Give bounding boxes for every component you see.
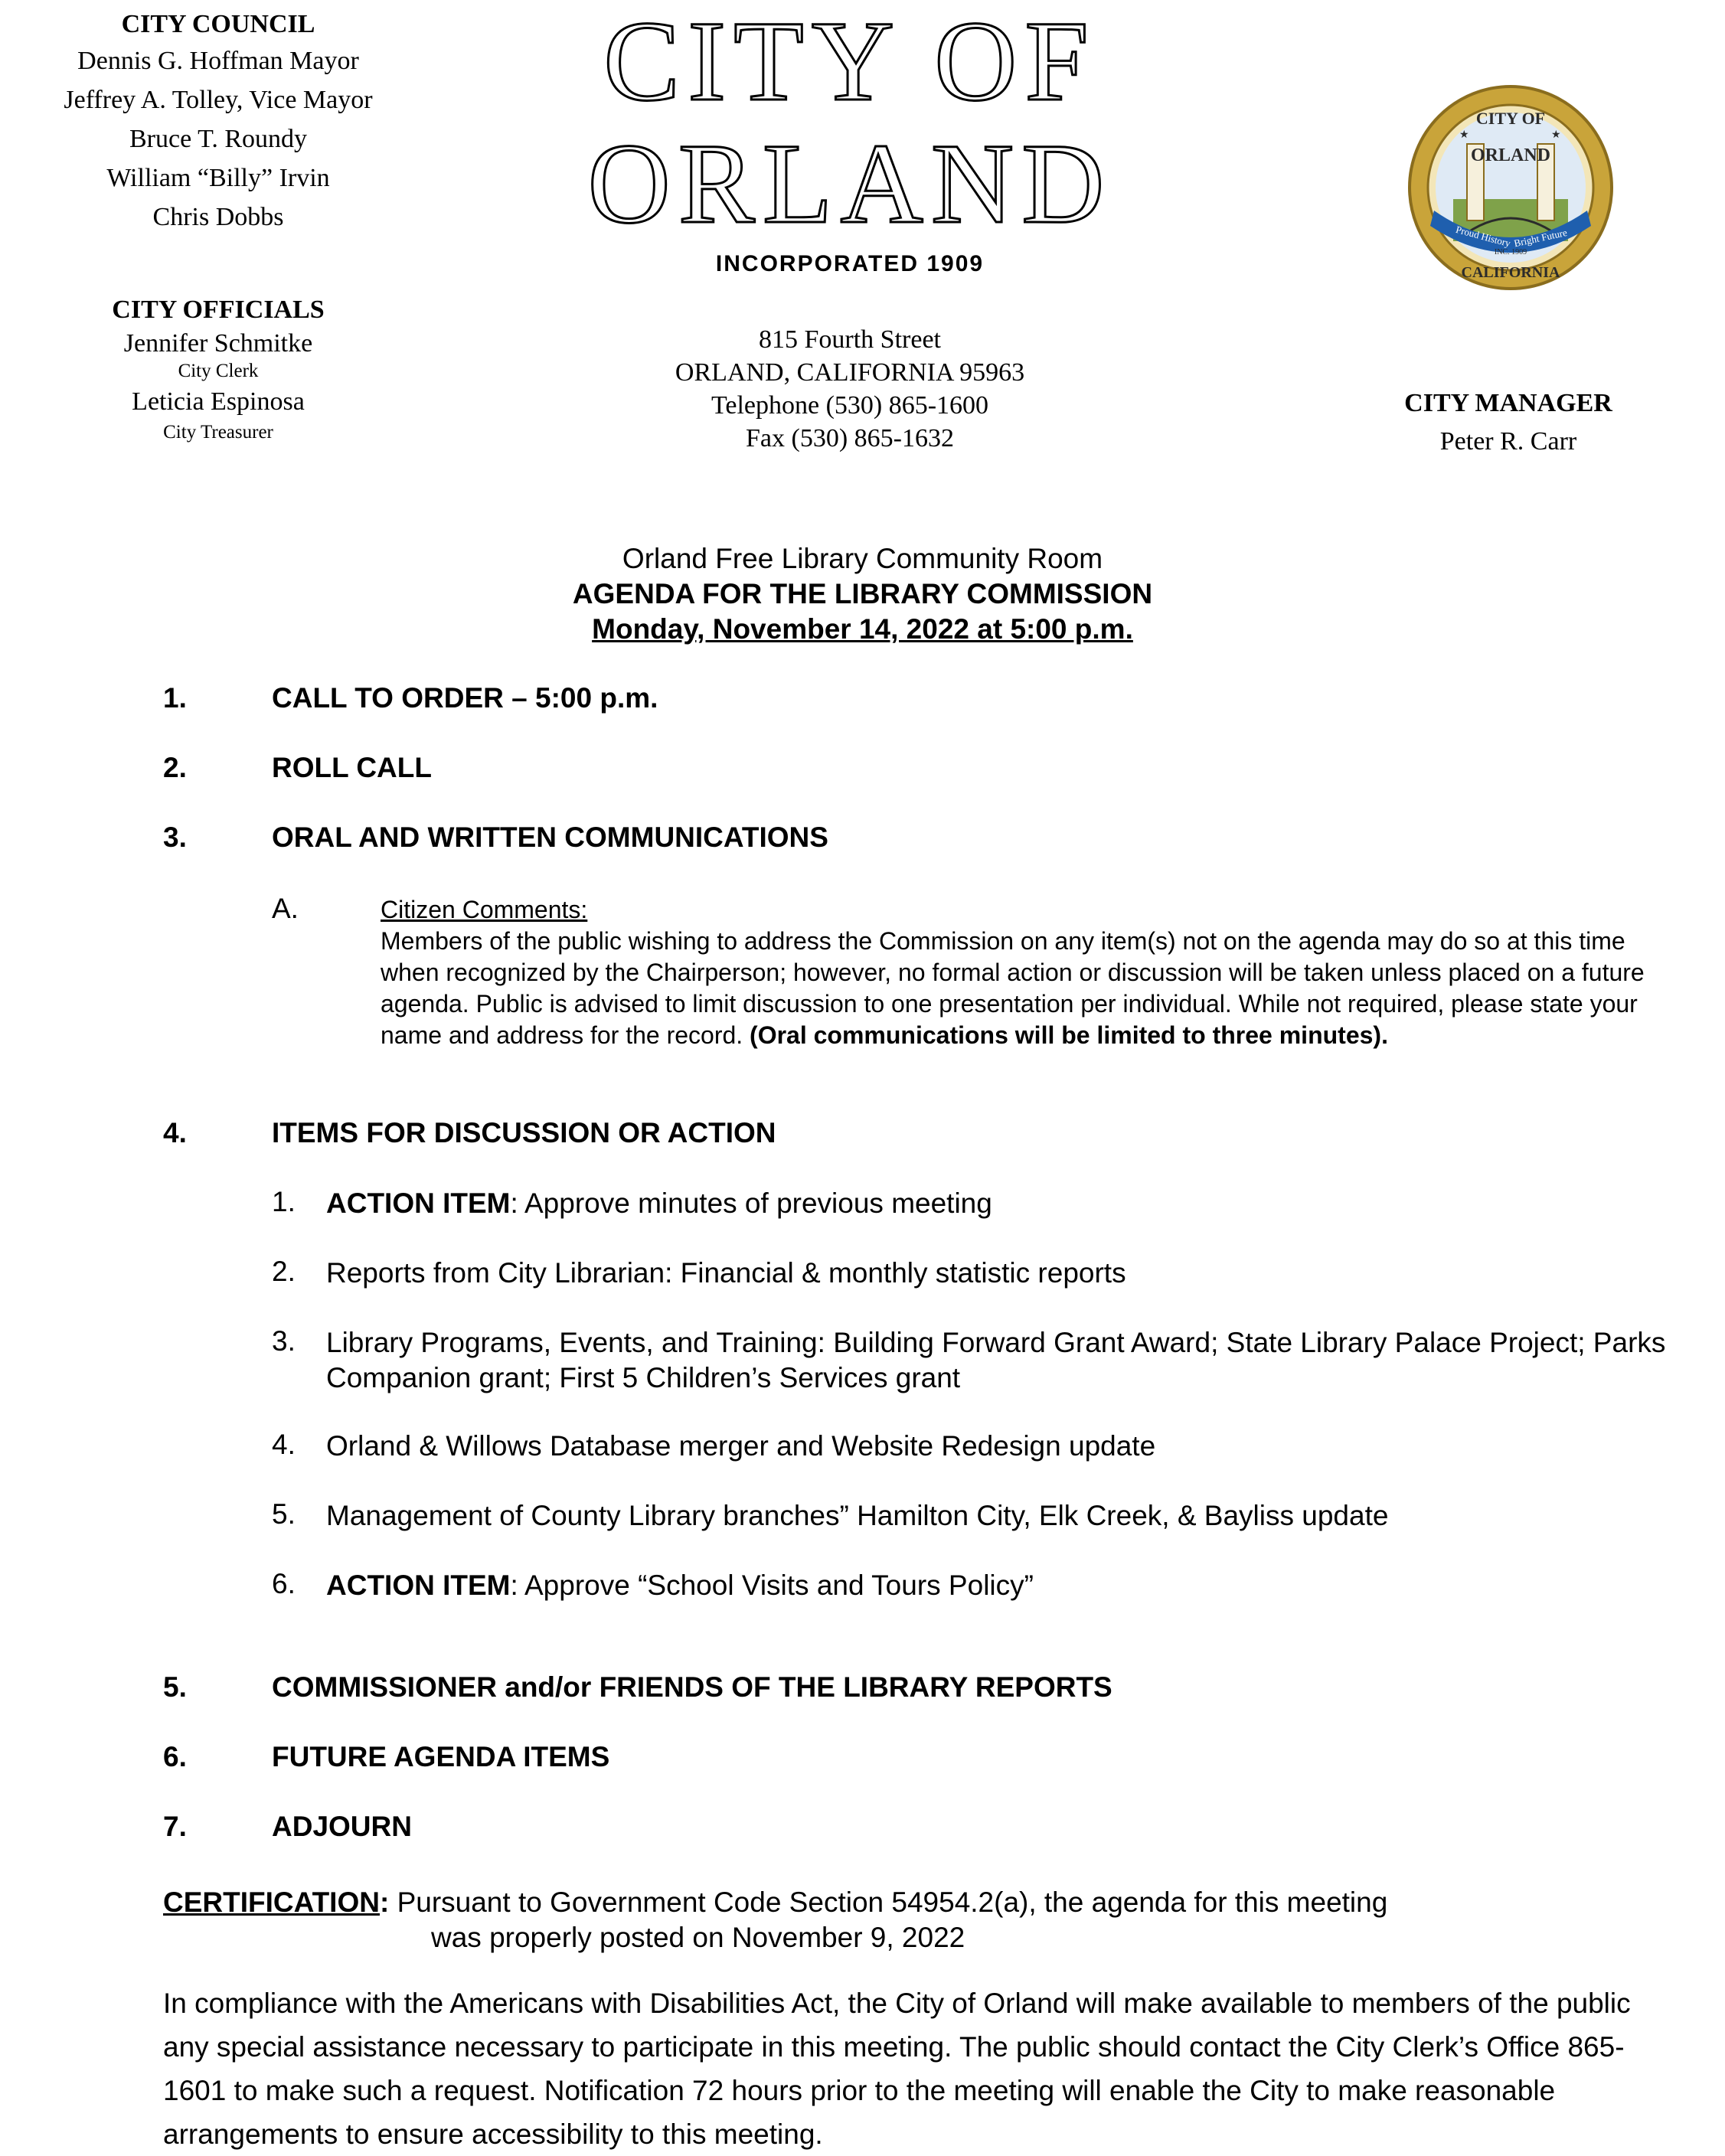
city-address xyxy=(459,323,1240,455)
item-oral-written: ORAL AND WRITTEN COMMUNICATIONS xyxy=(272,822,828,853)
item-number: 4. xyxy=(163,1117,187,1148)
citizen-comments-limit: (Oral communications will be limited to three minutes). xyxy=(750,1021,1388,1049)
certification-line1: Pursuant to Government Code Section 54954.2(a), the agenda for this meeting xyxy=(389,1886,1388,1918)
item-adjourn: ADJOURN xyxy=(272,1811,412,1842)
seal-inc: INC. 1909 xyxy=(1494,248,1527,256)
item-discussion-action: ITEMS FOR DISCUSSION OR ACTION xyxy=(272,1117,776,1148)
action-item-label: ACTION ITEM xyxy=(326,1570,511,1601)
item-number: 2. xyxy=(163,752,187,783)
sub-item: Management of County Library branches” Hamilton City, Elk Creek, & Bayliss update xyxy=(326,1500,1389,1531)
item-number: 6. xyxy=(163,1741,187,1772)
citizen-comments-title: Citizen Comments: xyxy=(381,896,588,923)
item-number: 1. xyxy=(163,682,187,714)
item-number: 5. xyxy=(163,1671,187,1703)
sub-item-number: 6. xyxy=(272,1568,296,1599)
sub-item-number: 5. xyxy=(272,1498,296,1530)
address-fax: Fax (530) 865-1632 xyxy=(746,424,954,452)
treasurer-name: Leticia Espinosa xyxy=(132,387,305,416)
council-member: William “Billy” Irvin xyxy=(106,164,330,192)
sub-item: ACTION ITEM: Approve minutes of previous meeting xyxy=(326,1187,992,1219)
manager-name: Peter R. Carr xyxy=(1439,427,1577,456)
sub-item-number: 3. xyxy=(272,1325,296,1357)
incorporated-text: INCORPORATED 1909 xyxy=(715,251,985,276)
council-member: Jeffrey A. Tolley, Vice Mayor xyxy=(64,86,373,114)
council-heading: CITY COUNCIL xyxy=(121,10,315,38)
council-member: Bruce T. Roundy xyxy=(129,125,307,153)
certification: CERTIFICATION: Pursuant to Government Code Section 54954.2(a), the agenda for this meeting was properly posted on November 9, 2022 xyxy=(163,1885,1618,1955)
agenda-header xyxy=(0,541,1725,647)
council-member: Chris Dobbs xyxy=(152,203,284,231)
meeting-location: Orland Free Library Community Room xyxy=(622,543,1103,574)
seal-top-text: CITY OF xyxy=(1475,109,1546,128)
sub-item-number: 2. xyxy=(272,1256,296,1287)
sub-item: Orland & Willows Database merger and Website Redesign update xyxy=(326,1430,1156,1462)
item-commissioner-reports: COMMISSIONER and/or FRIENDS OF THE LIBRARY REPORTS xyxy=(272,1671,1112,1703)
certification-label: CERTIFICATION xyxy=(163,1886,380,1918)
city-manager-block xyxy=(1363,387,1654,463)
officials-heading: CITY OFFICIALS xyxy=(112,296,325,324)
treasurer-role: City Treasurer xyxy=(163,422,273,443)
sub-item: Library Programs, Events, and Training: Building Forward Grant Award; State Library Palace Project; Parks Companion grant; First 5 Children’s Services grant xyxy=(326,1327,1666,1393)
certification-line2: was properly posted on November 9, 2022 xyxy=(431,1922,965,1953)
manager-heading: CITY MANAGER xyxy=(1404,389,1612,417)
ada-notice: In compliance with the Americans with Disabilities Act, the City of Orland will make available to members of the public any special assistance necessary to participate in this meeting. The public should contact the City Clerk’s Office 865-1601 to make such a request. Notification 72 hours prior to the meeting will enable the City to make reasonable arrangements to ensure accessibility to this meeting. xyxy=(163,1988,1631,2150)
action-item-label: ACTION ITEM xyxy=(326,1187,511,1219)
seal-motto2: Bright Future xyxy=(1513,226,1569,250)
seal-name: ORLAND xyxy=(1470,145,1551,165)
meeting-date: Monday, November 14, 2022 at 5:00 p.m. xyxy=(592,613,1133,645)
title-line1: CITY OF xyxy=(603,0,1096,125)
svg-text:★: ★ xyxy=(1551,128,1561,140)
svg-text:★: ★ xyxy=(1459,128,1469,140)
sub-item-number: 1. xyxy=(272,1186,296,1217)
council-officials-column xyxy=(31,8,406,443)
item-future-agenda: FUTURE AGENDA ITEMS xyxy=(272,1741,610,1772)
item-number: 3. xyxy=(163,822,187,853)
seal-motto1: Proud History xyxy=(1454,223,1512,250)
address-telephone: Telephone (530) 865-1600 xyxy=(711,391,989,420)
city-title-block xyxy=(459,0,1240,455)
item-roll-call: ROLL CALL xyxy=(272,752,432,783)
city-seal-icon xyxy=(1407,84,1614,299)
agenda-title: AGENDA FOR THE LIBRARY COMMISSION xyxy=(572,578,1153,609)
sub-item-number: 4. xyxy=(272,1429,296,1460)
address-city: ORLAND, CALIFORNIA 95963 xyxy=(675,358,1025,387)
sub-letter: A. xyxy=(272,893,299,924)
item-number: 7. xyxy=(163,1811,187,1842)
citizen-comments xyxy=(381,894,1690,1051)
citizen-comments-body: Members of the public wishing to address the Commission on any item(s) not on the agenda may do so at this time when recognized by the Chairperson; however, no formal action or discussion will be taken unless placed on a future agenda. Public is advised to limit discussion to one presentation per individual. While not required, please state your name and address for the record. xyxy=(381,927,1645,1049)
item-call-to-order: CALL TO ORDER – 5:00 p.m. xyxy=(272,682,658,714)
title-line2: ORLAND xyxy=(587,120,1112,247)
sub-item: ACTION ITEM: Approve “School Visits and Tours Policy” xyxy=(326,1570,1034,1601)
council-member: Dennis G. Hoffman Mayor xyxy=(77,47,359,75)
clerk-name: Jennifer Schmitke xyxy=(123,329,313,358)
clerk-role: City Clerk xyxy=(178,361,259,381)
sub-item: Reports from City Librarian: Financial & monthly statistic reports xyxy=(326,1257,1126,1289)
address-street: 815 Fourth Street xyxy=(759,325,941,354)
seal-bottom-text: CALIFORNIA xyxy=(1461,264,1560,281)
